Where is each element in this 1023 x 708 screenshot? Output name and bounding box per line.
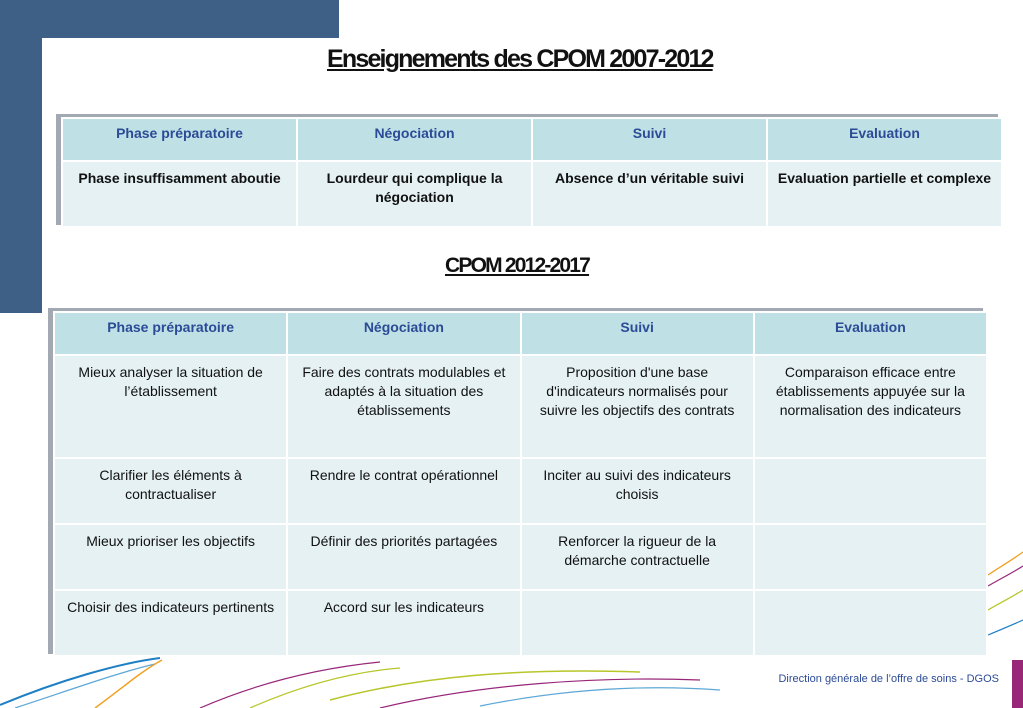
table-cell [754,524,987,590]
table-row [54,590,987,656]
table-cell: Renforcer la rigueur de la démarche contractuelle [521,524,754,590]
table-cell: Mieux analyser la situation de l’établissement [54,355,287,458]
table-cell: Comparaison efficace entre établissements appuyée sur la normalisation des indicateurs [754,355,987,458]
table-header-row [62,118,1002,161]
footer-organization: Direction générale de l’offre de soins - DGOS [778,673,999,685]
header-phase-preparatoire: Phase préparatoire [54,312,287,355]
header-evaluation: Evaluation [754,312,987,355]
header-phase-preparatoire: Phase préparatoire [62,118,297,161]
header-negociation: Négociation [287,312,520,355]
table-cell [521,590,754,656]
table-cell [754,590,987,656]
header-suivi: Suivi [532,118,767,161]
table-cell: Inciter au suivi des indicateurs choisis [521,458,754,524]
table-cell: Faire des contrats modulables et adaptés à la situation des établissements [287,355,520,458]
table-cell [754,458,987,524]
table-row [54,524,987,590]
cpom-2012-2017-table [53,311,988,657]
table-cell: Accord sur les indicateurs [287,590,520,656]
table-cell: Evaluation partielle et complexe [767,161,1002,227]
table-cell: Rendre le contrat opérationnel [287,458,520,524]
table-row [62,161,1002,227]
table-cell: Proposition d'une base d'indicateurs normalisés pour suivre les objectifs des contrats [521,355,754,458]
table-row [54,458,987,524]
header-evaluation: Evaluation [767,118,1002,161]
table-cell: Définir des priorités partagées [287,524,520,590]
section1-title: Enseignements des CPOM 2007-2012 [327,45,713,73]
header-negociation: Négociation [297,118,532,161]
header-suivi: Suivi [521,312,754,355]
table-cell: Choisir des indicateurs pertinents [54,590,287,656]
table-row [54,355,987,458]
table-cell: Clarifier les éléments à contractualiser [54,458,287,524]
footer-accent-bar [1012,660,1023,708]
table-cell: Phase insuffisamment aboutie [62,161,297,227]
cpom-2007-2012-table [61,117,1003,228]
section2-title: CPOM 2012-2017 [445,254,590,277]
table-cell: Mieux prioriser les objectifs [54,524,287,590]
table-cell: Lourdeur qui complique la négociation [297,161,532,227]
table-header-row [54,312,987,355]
table-cell: Absence d’un véritable suivi [532,161,767,227]
